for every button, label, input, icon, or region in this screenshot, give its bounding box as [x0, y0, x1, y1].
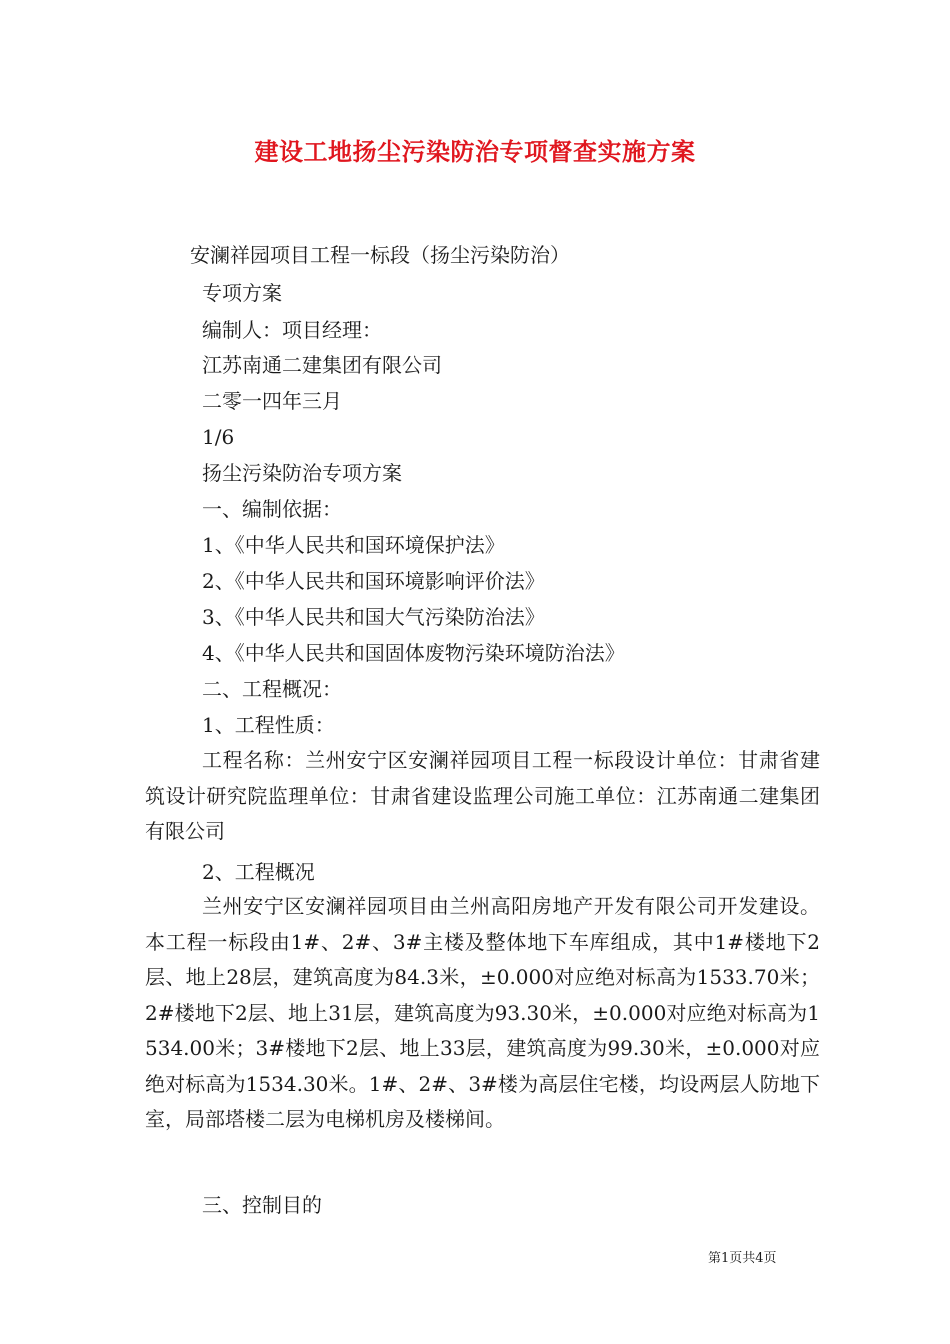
document-title: 建设工地扬尘污染防治专项督查实施方案 — [254, 137, 696, 166]
cover-project: 安澜祥园项目工程一标段（扬尘污染防治） — [190, 243, 570, 267]
cover-subtitle: 专项方案 — [202, 281, 282, 305]
section1-heading: 一、编制依据： — [202, 497, 342, 521]
basis-item: 2、《中华人民共和国环境影响评价法》 — [202, 569, 545, 593]
section2-sub1: 1、工程性质： — [202, 713, 335, 737]
main-heading: 扬尘污染防治专项方案 — [202, 461, 402, 485]
section2-heading: 二、工程概况： — [202, 677, 342, 701]
basis-item: 3、《中华人民共和国大气污染防治法》 — [202, 605, 545, 629]
cover-company: 江苏南通二建集团有限公司 — [202, 353, 442, 377]
page-footer: 第1页共4页 — [708, 1251, 777, 1266]
section2-sub2: 2、工程概况 — [202, 860, 315, 884]
cover-date: 二零一四年三月 — [202, 389, 342, 413]
cover-page-marker: 1/6 — [202, 425, 235, 449]
basis-item: 4、《中华人民共和国固体废物污染环境防治法》 — [202, 641, 625, 665]
project-overview-paragraph: 兰州安宁区安澜祥园项目由兰州高阳房地产开发有限公司开发建设。本工程一标段由1#、2#、3#主楼及整体地下车库组成，其中1#楼地下2层、地上28层，建筑高度为84.3米，±0.000对应绝对标高为1533.70米；2#楼地下2层、地上31层，建筑高度为93.30米，±0.000对应绝对标高为1534.00米；3#楼地下2层、地上33层，建筑高度为99.30米，±0.000对应绝对标高为1534.30米。1#、2#、3#楼为高层住宅楼，均设两层人防地下室，局部塔楼二层为电梯机房及楼梯间。 — [145, 894, 820, 1131]
project-nature-paragraph: 工程名称：兰州安宁区安澜祥园项目工程一标段设计单位：甘肃省建筑设计研究院监理单位：甘肃省建设监理公司施工单位：江苏南通二建集团有限公司 — [145, 748, 820, 843]
basis-item: 1、《中华人民共和国环境保护法》 — [202, 533, 505, 557]
cover-compiler: 编制人：项目经理： — [202, 318, 382, 342]
section3-heading: 三、控制目的 — [202, 1193, 322, 1217]
